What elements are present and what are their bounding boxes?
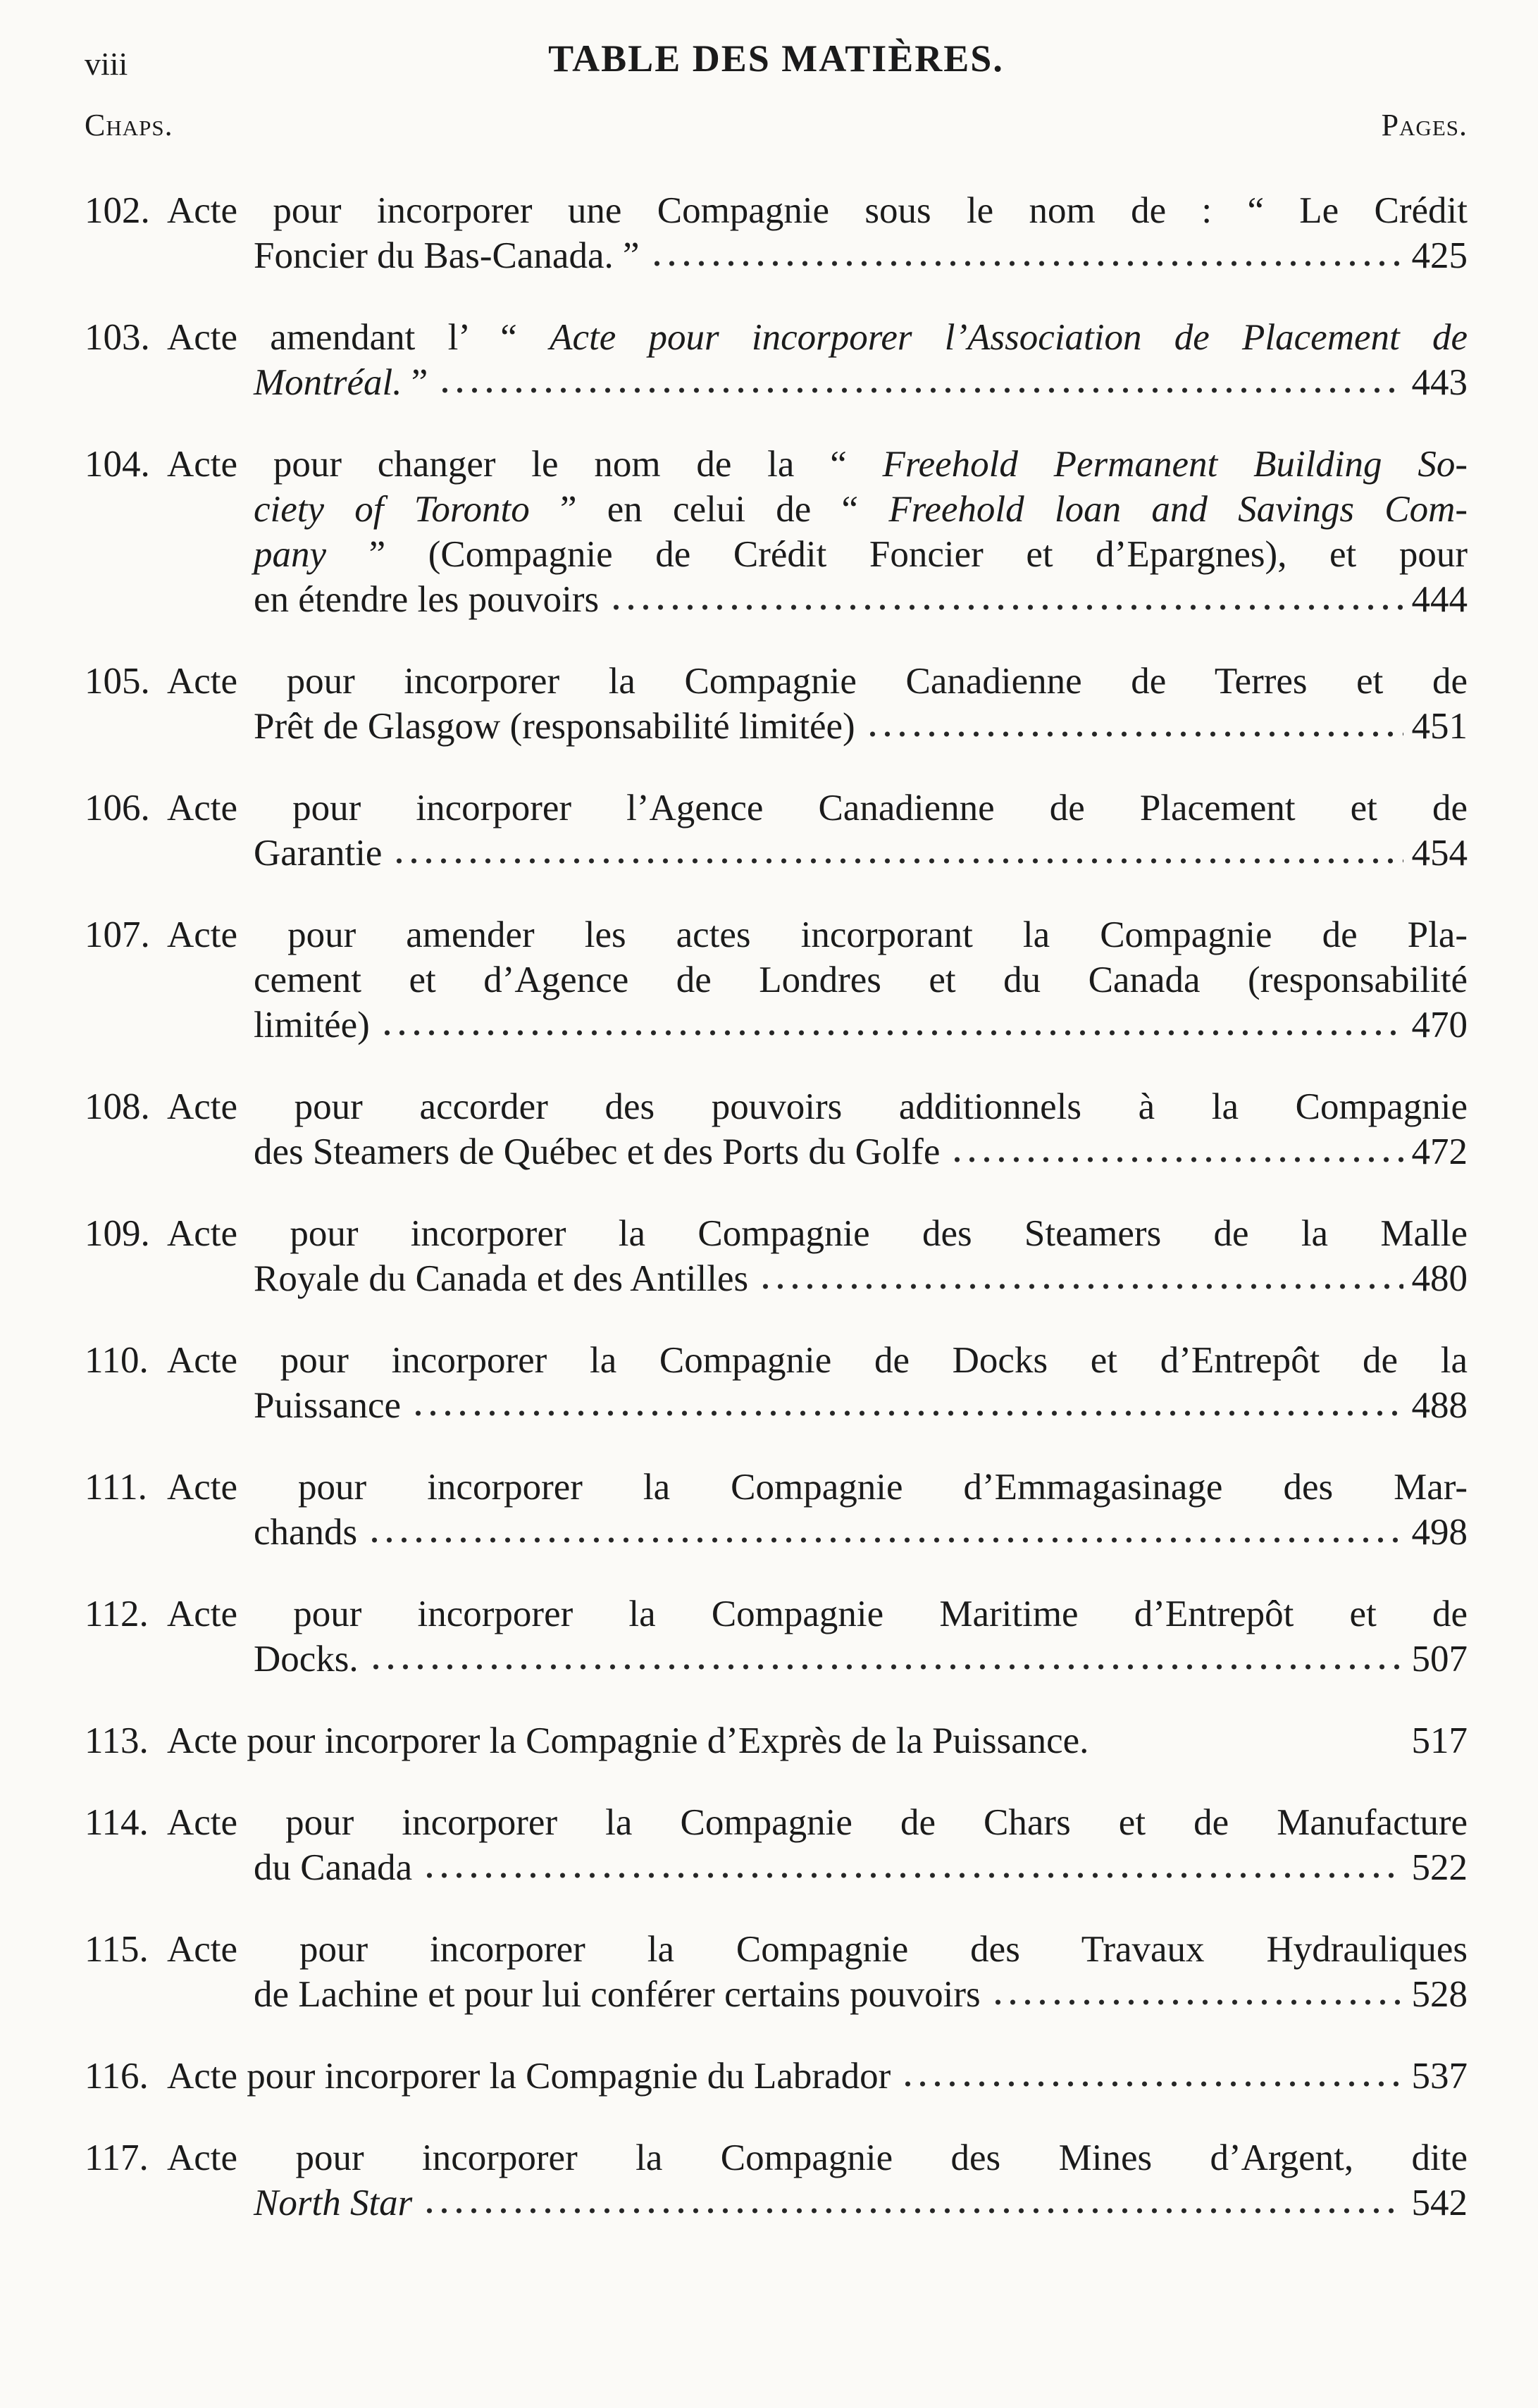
text-segment: Docks. xyxy=(254,1639,359,1680)
page-title: TABLE DES MATIÈRES. xyxy=(548,37,1004,80)
dot-leader xyxy=(411,1410,1403,1417)
text-segment: Acte pour accorder des pouvoirs additionnels à la Compagnie xyxy=(167,1086,1468,1127)
text-segment: North Star xyxy=(254,2183,413,2223)
dot-leader xyxy=(367,1537,1403,1544)
toc-entries xyxy=(85,188,1468,2226)
chapter-number: 104. xyxy=(85,444,150,485)
text-segment: Garantie xyxy=(254,833,383,874)
text-segment: Acte pour incorporer la Compagnie Canadienne de Terres et de xyxy=(167,661,1468,702)
entry-line xyxy=(85,1211,1468,1256)
entry-line xyxy=(85,315,1468,360)
chapter-number: 108. xyxy=(85,1086,150,1127)
entry-text xyxy=(254,960,1468,1000)
entry-line xyxy=(85,487,1468,532)
entry-text xyxy=(254,1256,748,1301)
entry-text xyxy=(167,1213,1468,1254)
toc-entry xyxy=(85,1465,1468,1555)
text-segment: Acte pour incorporer la Compagnie Maritime d’Entrepôt et de xyxy=(167,1594,1468,1634)
entry-line xyxy=(85,704,1468,749)
text-segment: en étendre les pouvoirs xyxy=(254,579,600,620)
text-segment: Acte pour incorporer la Compagnie de Docks et d’Entrepôt de la xyxy=(167,1340,1468,1381)
entry-line xyxy=(85,577,1468,622)
text-segment: pany xyxy=(254,534,327,575)
entry-line xyxy=(85,532,1468,577)
entry-text xyxy=(254,489,1468,530)
text-segment: ” xyxy=(402,362,428,403)
entry-text xyxy=(167,1340,1468,1381)
entry-line xyxy=(85,2180,1468,2226)
dot-leader xyxy=(650,260,1403,267)
chapter-number: 114. xyxy=(85,1802,149,1843)
entry-text xyxy=(167,2137,1468,2178)
toc-entry xyxy=(85,659,1468,749)
entry-line xyxy=(85,1845,1468,1890)
dot-leader xyxy=(438,387,1403,394)
entry-text xyxy=(167,914,1468,955)
entry-line xyxy=(85,188,1468,233)
entry-text xyxy=(167,1086,1468,1127)
dot-leader xyxy=(991,1999,1403,2006)
entry-line xyxy=(85,1800,1468,1845)
chapter-number: 113. xyxy=(85,1720,149,1761)
text-segment: Montréal. xyxy=(254,362,402,403)
entry-line xyxy=(85,831,1468,876)
text-segment: ” (Compagnie de Crédit Foncier et d’Epargnes), et pour xyxy=(326,534,1468,575)
dot-leader xyxy=(950,1156,1403,1163)
toc-entry xyxy=(85,786,1468,876)
entry-text xyxy=(254,1972,981,2017)
chapter-number: 117. xyxy=(85,2137,149,2178)
chapter-number: 107. xyxy=(85,914,150,955)
toc-entry xyxy=(85,1718,1468,1763)
entry-text xyxy=(254,1637,359,1682)
text-segment: limitée) xyxy=(254,1005,370,1045)
text-segment: Acte amendant l’ “ xyxy=(167,317,550,358)
text-segment: Royale du Canada et des Antilles xyxy=(254,1258,749,1299)
entry-text xyxy=(254,2180,412,2226)
dot-leader xyxy=(900,2080,1403,2087)
entry-line xyxy=(85,1718,1468,1763)
entry-line xyxy=(85,957,1468,1003)
toc-entry xyxy=(85,1591,1468,1682)
entry-text xyxy=(167,1929,1468,1970)
page-number: 488 xyxy=(1411,1385,1468,1426)
chapter-number: 105. xyxy=(85,661,150,702)
page-number: 507 xyxy=(1411,1639,1468,1680)
chapter-number: 103. xyxy=(85,317,150,358)
toc-entry xyxy=(85,1084,1468,1174)
text-segment: ” en celui de “ xyxy=(529,489,889,530)
page-number: 480 xyxy=(1411,1258,1468,1299)
entry-line xyxy=(85,659,1468,704)
text-segment: Acte pour incorporer la Compagnie des Mines d’Argent, dite xyxy=(167,2137,1468,2178)
page-number: 470 xyxy=(1411,1005,1468,1045)
entry-text xyxy=(167,2054,891,2099)
page-number: 472 xyxy=(1411,1131,1468,1172)
entry-text xyxy=(254,1129,940,1174)
text-segment: Freehold Permanent Building So- xyxy=(882,444,1468,485)
dot-leader xyxy=(368,1663,1403,1670)
toc-entry xyxy=(85,2054,1468,2099)
page-number: 444 xyxy=(1411,579,1468,620)
page-header xyxy=(85,37,1468,89)
text-segment: Acte pour changer le nom de la “ xyxy=(167,444,883,485)
page-number: 542 xyxy=(1411,2183,1468,2223)
entry-text xyxy=(167,1718,1089,1763)
page-number: 522 xyxy=(1411,1847,1468,1888)
entry-text xyxy=(254,360,428,405)
entry-line xyxy=(85,233,1468,278)
chapter-number: 109. xyxy=(85,1213,150,1254)
dot-leader xyxy=(380,1029,1403,1036)
text-segment: cement et d’Agence de Londres et du Canada (responsabilité xyxy=(254,960,1468,1000)
dot-leader xyxy=(758,1283,1403,1290)
entry-text xyxy=(254,1003,370,1048)
chapter-number: 110. xyxy=(85,1340,149,1381)
page-number: 528 xyxy=(1411,1974,1468,2015)
toc-entry xyxy=(85,1800,1468,1890)
entry-line xyxy=(85,1465,1468,1510)
entry-text xyxy=(167,317,1468,358)
entry-line xyxy=(85,1338,1468,1383)
entry-text xyxy=(167,1594,1468,1634)
entry-line xyxy=(85,1591,1468,1637)
entry-text xyxy=(167,1802,1468,1843)
text-segment: des Steamers de Québec et des Ports du Golfe xyxy=(254,1131,941,1172)
entry-line xyxy=(85,1256,1468,1301)
text-segment: Acte pour incorporer la Compagnie d’Exprès de la Puissance. xyxy=(167,1720,1089,1761)
entry-text xyxy=(254,704,855,749)
text-segment: Freehold loan and Savings Com- xyxy=(888,489,1468,530)
toc-entry xyxy=(85,442,1468,622)
entry-text xyxy=(254,831,382,876)
text-segment: chands xyxy=(254,1512,358,1553)
chapter-number: 102. xyxy=(85,190,150,231)
entry-text xyxy=(254,233,640,278)
text-segment: Foncier du Bas-Canada. ” xyxy=(254,235,640,276)
entry-text xyxy=(254,1510,357,1555)
page-number: 517 xyxy=(1411,1720,1468,1761)
entry-line xyxy=(85,1129,1468,1174)
toc-entry xyxy=(85,315,1468,405)
toc-entry xyxy=(85,1211,1468,1301)
text-segment: Acte pour amender les actes incorporant la Compagnie de Pla- xyxy=(167,914,1468,955)
entry-text xyxy=(167,190,1468,231)
pages-label: Pages. xyxy=(1381,108,1468,142)
entry-text xyxy=(167,661,1468,702)
dot-leader xyxy=(422,2207,1403,2214)
text-segment: Acte pour incorporer la Compagnie du Labrador xyxy=(167,2056,891,2097)
text-segment: Acte pour incorporer la Compagnie de Chars et de Manufacture xyxy=(167,1802,1468,1843)
entry-text xyxy=(167,788,1468,828)
entry-line xyxy=(85,1383,1468,1428)
text-segment: Acte pour incorporer la Compagnie des Travaux Hydrauliques xyxy=(167,1929,1468,1970)
entry-text xyxy=(254,534,1468,575)
entry-line xyxy=(85,1927,1468,1972)
toc-entry xyxy=(85,1927,1468,2017)
column-labels xyxy=(85,107,1468,143)
text-segment: Acte pour incorporer la Compagnie des Steamers de la Malle xyxy=(167,1213,1468,1254)
page-number: 425 xyxy=(1411,235,1468,276)
toc-entry xyxy=(85,2135,1468,2226)
chapter-number: 112. xyxy=(85,1594,149,1634)
entry-line xyxy=(85,442,1468,487)
entry-line xyxy=(85,360,1468,405)
text-segment: Acte pour incorporer une Compagnie sous le nom de : “ Le Crédit xyxy=(167,190,1468,231)
page-number: 498 xyxy=(1411,1512,1468,1553)
entry-line xyxy=(85,1510,1468,1555)
toc-entry xyxy=(85,912,1468,1048)
text-segment: Acte pour incorporer l’Association de Placement de xyxy=(550,317,1468,358)
entry-text xyxy=(254,1383,401,1428)
page-number: 443 xyxy=(1411,362,1468,403)
entry-line xyxy=(85,1637,1468,1682)
entry-line xyxy=(85,912,1468,957)
text-segment: Acte pour incorporer la Compagnie d’Emmagasinage des Mar- xyxy=(167,1467,1468,1508)
dot-leader xyxy=(865,731,1403,738)
page-number: 451 xyxy=(1411,706,1468,747)
chaps-label: Chaps. xyxy=(85,108,173,142)
entry-line xyxy=(85,2135,1468,2180)
entry-text xyxy=(167,1467,1468,1508)
entry-text xyxy=(254,1845,412,1890)
text-segment: Prêt de Glasgow (responsabilité limitée) xyxy=(254,706,855,747)
toc-entry xyxy=(85,1338,1468,1428)
text-segment: du Canada xyxy=(254,1847,413,1888)
page-number: 454 xyxy=(1411,833,1468,874)
entry-line xyxy=(85,786,1468,831)
dot-leader xyxy=(609,604,1403,611)
entry-line xyxy=(85,1972,1468,2017)
chapter-number: 115. xyxy=(85,1929,149,1970)
dot-leader xyxy=(422,1872,1403,1879)
chapter-number: 106. xyxy=(85,788,150,828)
folio: viii xyxy=(85,46,128,82)
entry-line xyxy=(85,2054,1468,2099)
chapter-number: 111. xyxy=(85,1467,147,1508)
dot-leader xyxy=(392,857,1403,864)
page-number: 537 xyxy=(1411,2056,1468,2097)
entry-line xyxy=(85,1003,1468,1048)
text-segment: Acte pour incorporer l’Agence Canadienne de Placement et de xyxy=(167,788,1468,828)
text-segment: Puissance xyxy=(254,1385,402,1426)
entry-line xyxy=(85,1084,1468,1129)
toc-entry xyxy=(85,188,1468,278)
text-segment: de Lachine et pour lui conférer certains pouvoirs xyxy=(254,1974,981,2015)
text-segment: ciety of Toronto xyxy=(254,489,530,530)
chapter-number: 116. xyxy=(85,2056,149,2097)
entry-text xyxy=(167,444,1468,485)
entry-text xyxy=(254,577,599,622)
